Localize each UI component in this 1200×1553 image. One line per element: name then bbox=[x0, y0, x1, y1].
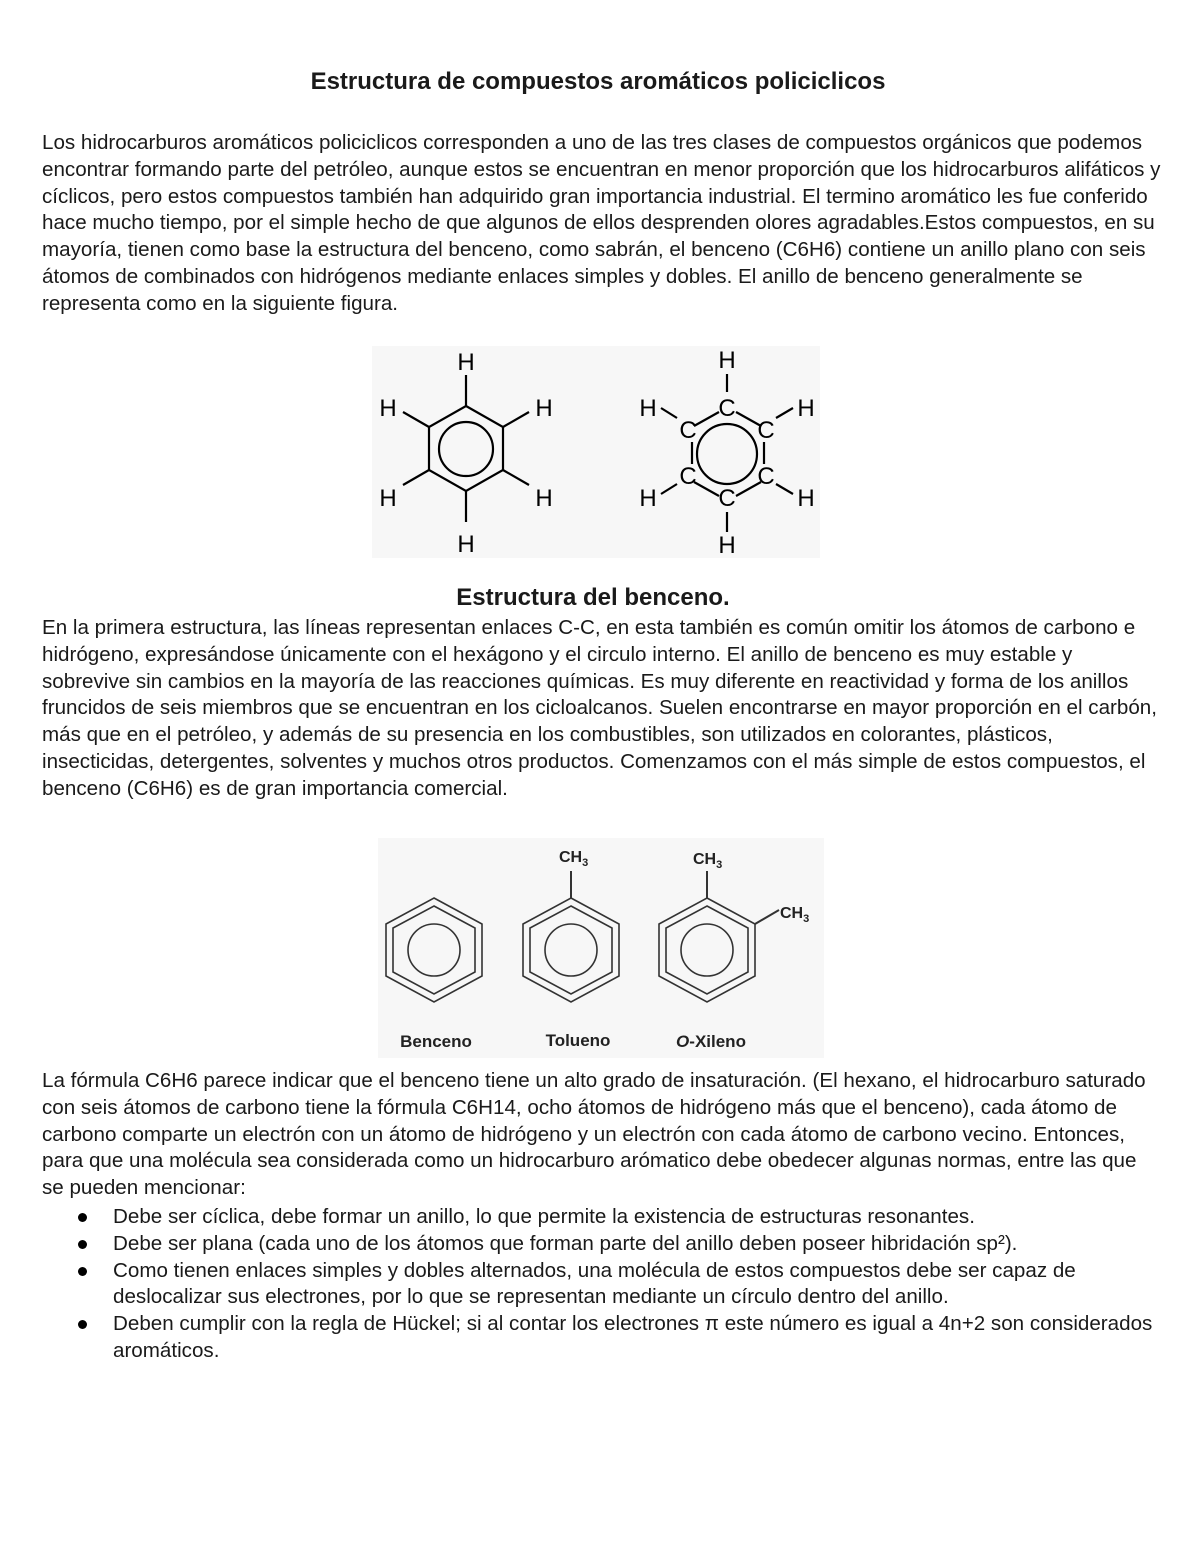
bullet-icon bbox=[78, 1213, 87, 1222]
figure-caption: Estructura del benceno. bbox=[456, 584, 730, 611]
atom-label: H bbox=[379, 395, 397, 422]
atom-label: C bbox=[757, 417, 775, 444]
atom-label: C bbox=[757, 463, 775, 490]
structure-paragraph: En la primera estructura, las líneas representan enlaces C-C, en esta también es común omitir los átomos de carbono e hidrógeno, expresándose únicamente con el hexágono y el circulo interno. El anillo de benceno es muy estable y sobrevive sin cambios en la mayoría de las reacciones químicas. Es muy diferente en reactividad y forma de los anillos fruncidos de seis miembros que se encuentran en los cicloalcanos. Suelen encontrarse en mayor proporción en el carbón, más que en el petróleo, y además de su presencia en los combustibles, son utilizados en colorantes, plásticos, insecticidas, detergentes, solventes y muchos otros productos. Comenzamos con el más simple de estos compuestos, el benceno (C6H6) es de gran importancia comercial. bbox=[42, 616, 1157, 800]
atom-label: H bbox=[457, 531, 475, 558]
aromatic-compounds-figure bbox=[378, 838, 824, 1058]
atom-label: H bbox=[797, 485, 815, 512]
atom-label: H bbox=[379, 485, 397, 512]
atom-label: H bbox=[535, 395, 553, 422]
benceno-label: Benceno bbox=[400, 1032, 472, 1051]
atom-label: C bbox=[718, 395, 736, 422]
intro-paragraph: Los hidrocarburos aromáticos policiclicos corresponden a uno de las tres clases de compuestos orgánicos que podemos encontrar formando parte del petróleo, aunque estos se encuentran en menor proporción que los hidrocarburos alifáticos y cíclicos, pero estos compuestos también han adquirido gran importancia industrial. El termino aromático les fue conferido hace mucho tiempo, por el simple hecho de que algunos de ellos desprenden olores agradables.Estos compuestos, en su mayoría, tienen como base la estructura del benceno, como sabrán, el benceno (C6H6) contiene un anillo plano con seis átomos de combinados con hidrógenos mediante enlaces simples y dobles. El anillo de benceno generalmente se representa como en la siguiente figura. bbox=[42, 131, 1161, 315]
benzene-structure-figure bbox=[372, 346, 820, 558]
atom-label: H bbox=[639, 395, 657, 422]
atom-label: C bbox=[679, 417, 697, 444]
aromaticity-rules-list bbox=[42, 1204, 1162, 1365]
bullet-icon bbox=[78, 1267, 87, 1276]
atom-label: H bbox=[718, 347, 736, 374]
atom-label: H bbox=[718, 532, 736, 558]
list-item: Debe ser plana (cada uno de los átomos que forman parte del anillo deben poseer hibridación sp²). bbox=[42, 1231, 1162, 1258]
methyl-label: $CH_3$ bbox=[780, 905, 810, 925]
methyl-label: $CH_3$ bbox=[559, 849, 589, 869]
list-item: Como tienen enlaces simples y dobles alternados, una molécula de estos compuestos debe ser capaz de deslocalizar sus electrones, por lo que se representan mediante un círculo dentro del anillo. bbox=[42, 1258, 1162, 1312]
formula-paragraph: La fórmula C6H6 parece indicar que el benceno tiene un alto grado de insaturación. (El hexano, el hidrocarburo saturado con seis átomos de carbono tiene la fórmula C6H14, ocho átomos de hidrógeno más que el benceno), cada átomo de carbono comparte un electrón con un átomo de hidrógeno y un electrón con cada átomo de carbono vecino. Entonces, para que una molécula sea considerada como un hidrocarburo arómatico debe obedecer algunas normas, entre las que se pueden mencionar: bbox=[42, 1069, 1146, 1200]
list-item: Debe ser cíclica, debe formar un anillo, lo que permite la existencia de estructuras resonantes. bbox=[42, 1204, 1162, 1231]
atom-label: H bbox=[457, 349, 475, 376]
bullet-icon bbox=[78, 1240, 87, 1249]
atom-label: H bbox=[797, 395, 815, 422]
methyl-label: $CH_3$ bbox=[693, 851, 723, 871]
atom-label: H bbox=[535, 485, 553, 512]
atom-label: C bbox=[718, 485, 736, 512]
bullet-icon bbox=[78, 1320, 87, 1329]
atom-label: C bbox=[679, 463, 697, 490]
xileno-label: O-Xileno bbox=[676, 1032, 746, 1051]
list-item: Deben cumplir con la regla de Hückel; si al contar los electrones π este número es igual a 4n+2 son considerados aromáticos. bbox=[42, 1311, 1162, 1365]
tolueno-label: Tolueno bbox=[545, 1031, 611, 1050]
page-title: Estructura de compuestos aromáticos policiclicos bbox=[310, 68, 886, 95]
atom-label: H bbox=[639, 485, 657, 512]
